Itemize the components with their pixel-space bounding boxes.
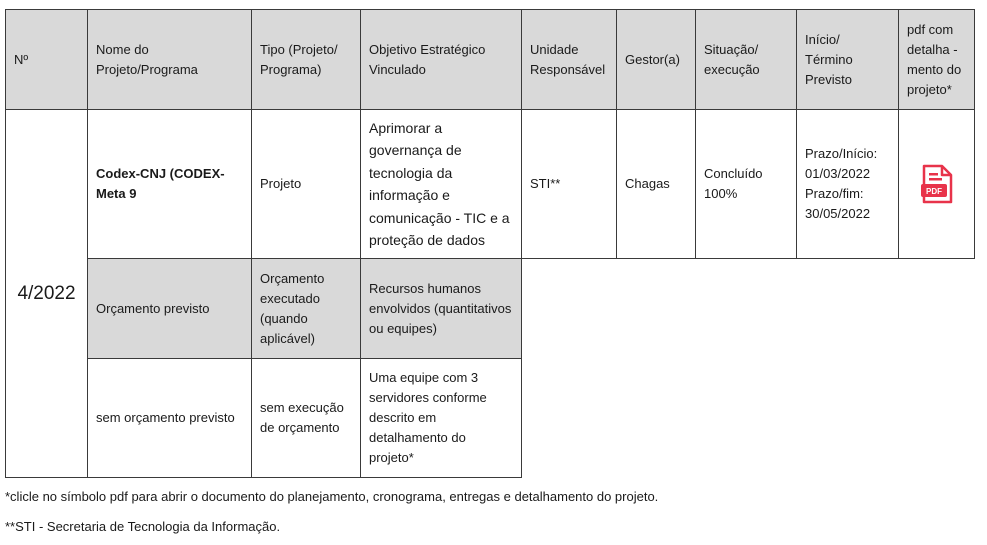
- header-pdf: pdf com detalha - mento do projeto*: [899, 10, 975, 110]
- project-table: [5, 9, 975, 478]
- project-row: [6, 110, 975, 259]
- status-percent: 100%: [704, 186, 738, 201]
- budget-value: sem orçamento previsto: [88, 359, 252, 478]
- header-num: Nº: [6, 10, 88, 110]
- project-status: [696, 110, 797, 259]
- executed-value: sem execução de orçamento: [252, 359, 361, 478]
- project-dates: [797, 110, 899, 259]
- start-date: 01/03/2022: [805, 166, 871, 181]
- header-dates: Início/ Término Previsto: [797, 10, 899, 110]
- pdf-icon-label: PDF: [925, 187, 942, 196]
- header-row: [6, 10, 975, 110]
- resources-value: Uma equipe com 3 servidores conforme descrito em detalhamento do projeto*: [361, 359, 522, 478]
- resources-header: Recursos humanos envolvidos (quantitativos ou equipes): [361, 259, 522, 359]
- end-label: Prazo/fim:: [805, 186, 864, 201]
- header-name: Nome do Projeto/Programa: [88, 10, 252, 110]
- header-unit: Unidade Responsável: [522, 10, 617, 110]
- budget-header-row: [6, 259, 975, 359]
- project-type: Projeto: [252, 110, 361, 259]
- project-unit: STI**: [522, 110, 617, 259]
- project-manager: Chagas: [617, 110, 696, 259]
- project-number: 4/2022: [6, 110, 88, 478]
- end-date: 30/05/2022: [805, 206, 871, 221]
- project-objective: Aprimorar a governança de tecnologia da informação e comunicação - TIC e a proteção de dados: [361, 110, 522, 259]
- header-objective: Objetivo Estratégico Vinculado: [361, 10, 522, 110]
- executed-header: Orçamento executado (quando aplicável): [252, 259, 361, 359]
- footnote-sti: **STI - Secretaria de Tecnologia da Informação.: [5, 519, 281, 534]
- project-name: Codex-CNJ (CODEX-Meta 9: [88, 110, 252, 259]
- pdf-cell: [899, 110, 975, 259]
- header-type: Tipo (Projeto/ Programa): [252, 10, 361, 110]
- start-label: Prazo/Início:: [805, 146, 878, 161]
- pdf-file-icon[interactable]: [920, 164, 954, 204]
- header-manager: Gestor(a): [617, 10, 696, 110]
- footnote-pdf: *clicle no símbolo pdf para abrir o documento do planejamento, cronograma, entregas e detalhamento do projeto.: [5, 489, 659, 504]
- budget-value-row: [6, 359, 975, 478]
- budget-header: Orçamento previsto: [88, 259, 252, 359]
- header-status: Situação/ execução: [696, 10, 797, 110]
- status-text: Concluído: [704, 166, 763, 181]
